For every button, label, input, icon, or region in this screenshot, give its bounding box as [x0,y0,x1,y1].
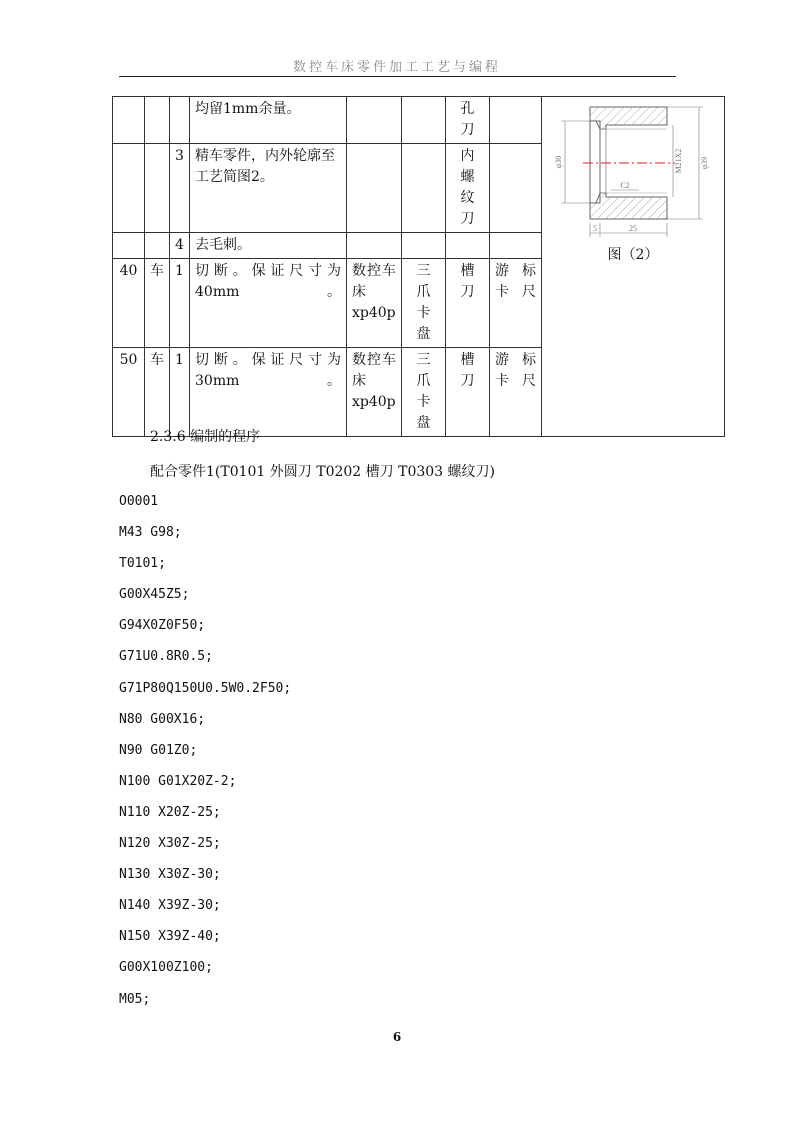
dim-left-dia: φ30 [554,155,563,169]
code-line: G00X100Z100; [119,960,213,976]
cell-content: 切断。保证尺寸为30mm。 [190,348,347,437]
code-line: N130 X30Z-30; [119,867,221,883]
code-line: N120 X30Z-25; [119,836,221,852]
cell-fixture [402,144,446,233]
code-line: N110 X20Z-25; [119,804,221,820]
cell-type [145,144,170,233]
code-line: G71U0.8R0.5; [119,649,213,665]
cell-equip: 数控车床xp40p [347,348,402,437]
cell-tool: 槽刀 [446,259,490,348]
cell-content: 精车零件，内外轮廓至工艺简图2。 [190,144,347,233]
cell-step [170,97,190,144]
cell-equip [347,233,402,259]
dim-right-dia: φ39 [700,156,709,170]
cell-op [113,233,145,259]
cell-tool [446,233,490,259]
page-number: 6 [392,1030,402,1044]
dim-len-a: 5 [593,224,597,233]
header-rule [119,76,676,77]
program-subtitle: 配合零件1(T0101 外圆刀 T0202 槽刀 T0303 螺纹刀) [150,464,495,480]
cell-gauge [490,144,542,233]
code-line: T0101; [119,556,166,572]
cell-op [113,144,145,233]
cell-fixture: 三爪卡盘 [402,348,446,437]
part-drawing [547,99,719,243]
cell-equip [347,97,402,144]
code-line: N140 X39Z-30; [119,898,221,914]
cell-tool: 槽刀 [446,348,490,437]
cell-gauge [490,97,542,144]
cell-equip [347,144,402,233]
cell-content: 切断。保证尺寸为40mm。 [190,259,347,348]
cell-equip: 数控车床xp40p [347,259,402,348]
code-line: M43 G98; [119,525,182,541]
code-line: O0001 [119,494,159,509]
running-header: 数控车床零件加工工艺与编程 [292,60,501,75]
cell-gauge: 游标卡尺 [490,259,542,348]
cell-step: 4 [170,233,190,259]
cell-type [145,97,170,144]
code-line: G00X45Z5; [119,587,190,603]
cell-step: 1 [170,259,190,348]
cell-gauge [490,233,542,259]
code-line: M05; [119,991,151,1007]
cell-op: 40 [113,259,145,348]
cell-type: 车 [145,348,170,437]
cell-tool: 内螺纹刀 [446,144,490,233]
cell-step: 3 [170,144,190,233]
cell-gauge: 游标卡尺 [490,348,542,437]
table-row [113,97,725,144]
dim-thread: M21X2 [674,148,683,174]
dim-chamfer: C2 [620,181,630,190]
cell-step: 1 [170,348,190,437]
section-title: 2.3.6 编制的程序 [150,429,261,445]
dim-len-b: 25 [629,224,637,233]
cell-type [145,233,170,259]
cell-fixture [402,97,446,144]
nc-program [119,492,291,1021]
cell-op [113,97,145,144]
code-line: G71P80Q150U0.5W0.2F50; [119,680,292,696]
code-line: N90 G01Z0; [119,742,198,758]
cell-tool: 孔刀 [446,97,490,144]
cell-type: 车 [145,259,170,348]
cell-content: 去毛刺。 [190,233,347,259]
code-line: N80 G00X16; [119,711,206,727]
cell-op: 50 [113,348,145,437]
cell-fixture [402,233,446,259]
cell-fixture: 三爪卡盘 [402,259,446,348]
process-table [112,96,725,437]
cell-content: 均留1mm余量。 [190,97,347,144]
code-line: N100 G01X20Z-2; [119,773,237,789]
figure-cell [542,97,725,437]
code-line: G94X0Z0F50; [119,618,206,634]
code-line: N150 X39Z-40; [119,929,221,945]
figure-caption: 图（2） [607,247,659,263]
